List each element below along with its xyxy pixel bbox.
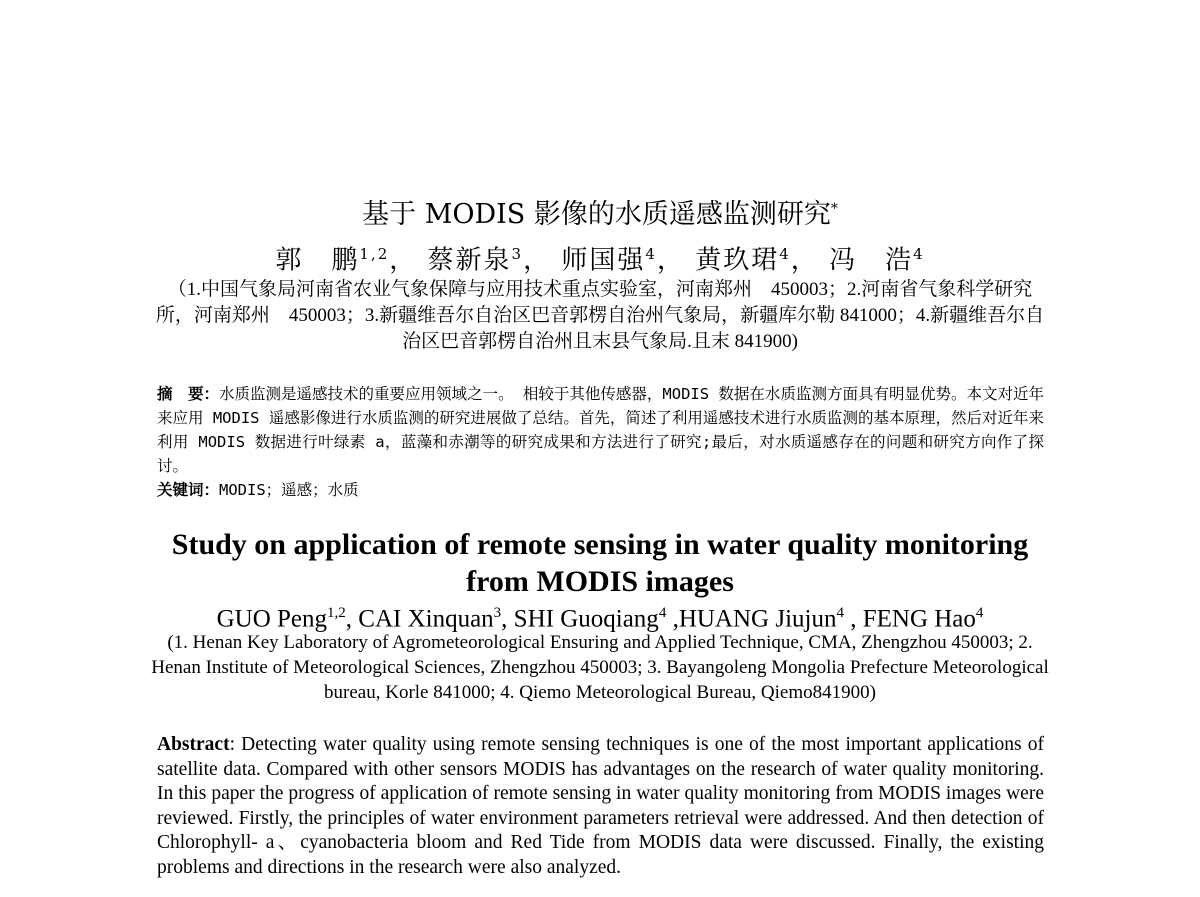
chinese-affiliations: （1.中国气象局河南省农业气象保障与应用技术重点实验室，河南郑州 450003；2.河南省气象科学研究所，河南郑州 450003；3.新疆维吾尔自治区巴音郭楞自治州气象局，新疆库尔勒 841000；4.新疆维吾尔自治区巴音郭楞自治州且末县气象局.且末 841900) — [155, 279, 1045, 352]
cn-author-affil: 4 — [645, 245, 657, 263]
en-author-name: SHI Guoqiang — [513, 605, 659, 633]
en-author-name: GUO Peng — [216, 605, 328, 633]
author-separator: ， — [790, 245, 819, 276]
author-separator: ， — [523, 245, 552, 276]
en-author-affil: 1,2 — [327, 605, 346, 621]
english-abstract — [157, 733, 1044, 880]
chinese-title — [0, 190, 1200, 234]
cn-author-name: 黄玖珺 — [695, 245, 780, 276]
title-footnote-mark: * — [830, 201, 838, 217]
en-author-affil: 4 — [836, 605, 844, 621]
chinese-keywords-text: MODIS；遥感；水质 — [219, 481, 359, 499]
english-affiliations: (1. Henan Key Laboratory of Agrometeorological Ensuring and Applied Technique, CMA, Zhengzhou 450003; 2. Henan Institute of Meteorological Sciences, Zhengzhou 450003; 3. Bayangoleng Mongolia Prefecture Meteorological bureau, Korle 841000; 4. Qiemo Meteorological Bureau, Qiemo841900) — [151, 632, 1049, 703]
cn-author-name: 师国强 — [561, 245, 646, 276]
chinese-authors — [0, 236, 1200, 279]
english-abstract-text: : Detecting water quality using remote sensing techniques is one of the most important applications of satellite data. Compared with other sensors MODIS has advantages on the research of water quality monitoring. In this paper the progress of application of remote sensing in water quality monitoring from MODIS images were reviewed. Firstly, the principles of water environment parameters retrieval were addressed. And then detection of Chlorophyll- a、cyanobacteria bloom and Red Tide from MODIS data were discussed. Finally, the existing problems and directions in the research were also analyzed. — [157, 734, 1044, 878]
author-separator: ， — [389, 245, 418, 276]
english-abstract-label: Abstract — [157, 734, 230, 755]
en-author-name: CAI Xinquan — [358, 605, 494, 633]
cn-author-affil: 3 — [511, 245, 524, 263]
english-authors: GUO Peng$^{1,2}$, CAI Xinquan$^3$, SHI Guoqiang$^4$ ,HUANG Jiujun$^4$ , FENG Hao$^4$ — [216, 605, 984, 633]
english-title: Study on application of remote sensing in water quality monitoring from MODIS images — [171, 528, 1029, 598]
cn-author-name: 郭 鹏 — [275, 245, 360, 276]
chinese-abstract-label: 摘 要： — [157, 385, 220, 403]
en-author-name: HUANG Jiujun — [678, 605, 837, 633]
en-author-affil: 3 — [493, 605, 502, 621]
cn-author-name: 蔡新泉 — [427, 245, 512, 276]
cn-author-name: 冯 浩 — [829, 245, 914, 276]
chinese-keywords — [157, 478, 1044, 502]
chinese-abstract-text: 水质监测是遥感技术的重要应用领域之一。 相较于其他传感器，MODIS 数据在水质监测方面具有明显优势。本文对近年来应用 MODIS 遥感影像进行水质监测的研究进展做了总结。首先，简述了利用遥感技术进行水质监测的基本原理，然后对近年来利用 MODIS 数据进行叶绿素 a，蓝藻和赤潮等的研究成果和方法进行了研究;最后，对水质遥感存在的问题和研究方向作了探讨。 — [157, 385, 1044, 475]
cn-author-affil: 4 — [913, 245, 925, 263]
en-author-affil: 4 — [975, 605, 984, 621]
en-author-name: FENG Hao — [862, 605, 976, 633]
en-author-affil: 4 — [658, 605, 667, 621]
cn-author-affil: 4 — [779, 245, 791, 263]
cn-author-affil: 1,2 — [359, 245, 390, 263]
author-separator: ， — [656, 245, 685, 276]
chinese-title-text: 基于 MODIS 影像的水质遥感监测研究 — [362, 199, 831, 230]
chinese-keywords-label: 关键词： — [157, 481, 220, 499]
chinese-abstract — [157, 382, 1044, 478]
